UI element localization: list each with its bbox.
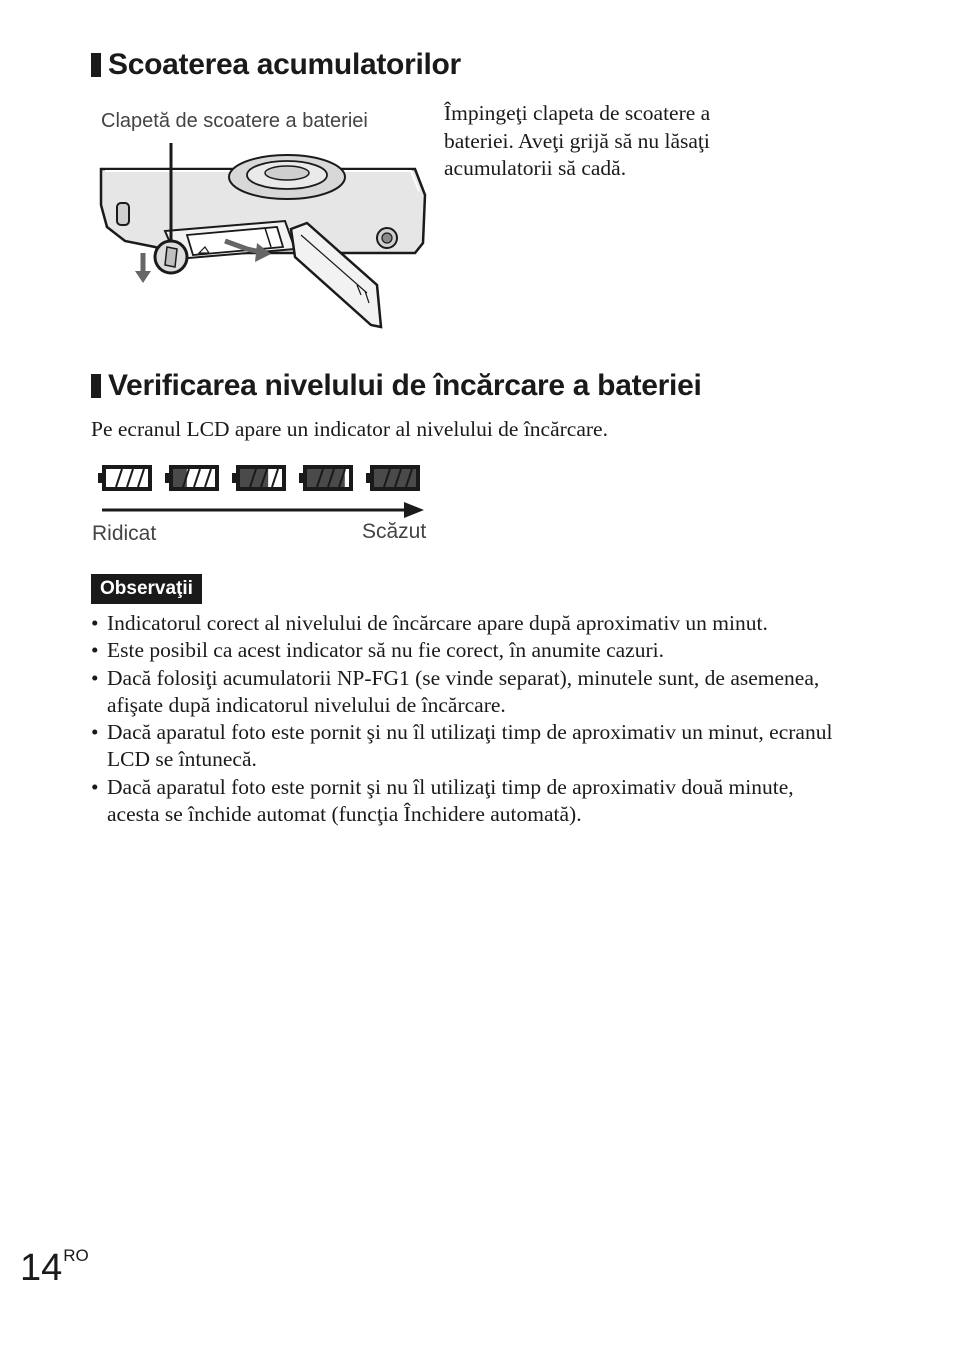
note-item: • Dacă folosiţi acumulatorii NP-FG1 (se vinde separat), minutele sunt, de asemenea, afişate după indicatorul nivelului de încărcare. — [91, 665, 851, 720]
note-item: • Dacă aparatul foto este pornit şi nu îl utilizaţi timp de aproximativ două minute, acesta se închide automat (funcţia Închidere automată). — [91, 774, 851, 829]
battery-level-indicators — [98, 464, 428, 492]
battery-level-icon — [165, 465, 219, 491]
notes-badge: Observaţii — [91, 574, 202, 604]
release-lever — [165, 247, 177, 267]
heading-marker — [91, 53, 101, 77]
level-low-label: Scăzut — [362, 520, 427, 543]
battery-level-intro: Pe ecranul LCD apare un indicator al nivelului de încărcare. — [91, 417, 608, 441]
battery-level-icon — [98, 465, 152, 491]
page-number — [20, 1234, 89, 1290]
battery-level-icon — [232, 465, 286, 491]
note-item: • Indicatorul corect al nivelului de încărcare apare după aproximativ un minut. — [91, 610, 851, 637]
notes-list — [91, 610, 851, 828]
camera-battery-illustration — [95, 135, 430, 330]
heading-marker — [91, 374, 101, 398]
strap-lug — [117, 203, 129, 225]
section-heading-battery-level — [91, 369, 702, 403]
section-title: Verificarea nivelului de încărcare a bateriei — [108, 369, 702, 402]
note-item: • Este posibil ca acest indicator să nu fie corect, în anumite cazuri. — [91, 637, 851, 664]
page-number-value: 14 — [20, 1247, 63, 1289]
level-scale-arrow — [102, 500, 424, 520]
language-code: RO — [63, 1246, 89, 1265]
section-title: Scoaterea acumulatorilor — [108, 48, 461, 81]
battery-level-icon — [366, 465, 420, 491]
callout-label: Clapetă de scoatere a bateriei — [101, 110, 368, 132]
level-high-label: Ridicat — [92, 522, 157, 545]
section-heading-battery-removal — [91, 48, 461, 82]
note-item: • Dacă aparatul foto este pornit şi nu îl utilizaţi timp de aproximativ un minut, ecranul LCD se întunecă. — [91, 719, 851, 774]
battery-icons-svg — [98, 464, 428, 492]
removal-instruction: Împingeţi clapeta de scoatere a bateriei. Aveţi grijă să nu lăsaţi acumulatorii să cadă. — [444, 101, 711, 180]
battery-level-icon — [299, 465, 353, 491]
